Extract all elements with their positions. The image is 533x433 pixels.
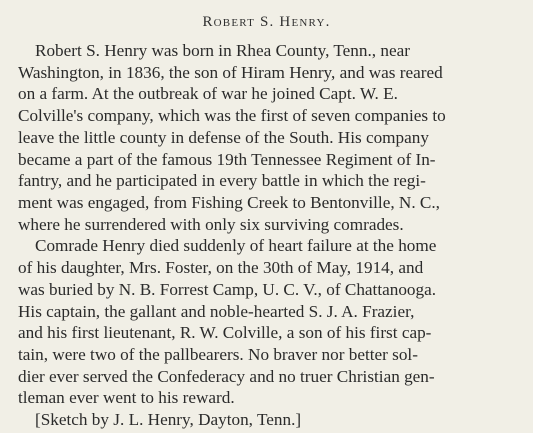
article-title: Robert S. Henry. — [202, 14, 331, 30]
body-line: leave the little county in defense of the South. His company — [18, 127, 429, 147]
body-line: ment was engaged, from Fishing Creek to Bentonville, N. C., — [18, 192, 440, 212]
body-line: dier ever served the Confederacy and no truer Christian gen- — [18, 366, 435, 386]
body-line: tleman ever went to his reward. — [18, 388, 235, 408]
body-line: fantry, and he participated in every battle in which the regi- — [18, 171, 426, 191]
body-line: tain, were two of the pallbearers. No braver nor better sol- — [18, 344, 418, 364]
sketch-credit: [Sketch by J. L. Henry, Dayton, Tenn.] — [35, 410, 302, 429]
body-line: His captain, the gallant and noble-hearted S. J. A. Frazier, — [18, 301, 415, 321]
body-line: Colville's company, which was the first of seven companies to — [18, 106, 446, 126]
body-line: where he surrendered with only six surviving comrades. — [18, 214, 404, 234]
body-line: Robert S. Henry was born in Rhea County, Tenn., near — [35, 41, 410, 60]
body-line: was buried by N. B. Forrest Camp, U. C. V., of Chattanooga. — [18, 279, 437, 299]
body-line: on a farm. At the outbreak of war he joined Capt. W. E. — [18, 84, 398, 104]
body-line: became a part of the famous 19th Tennessee Regiment of In- — [18, 149, 436, 169]
body-line: of his daughter, Mrs. Foster, on the 30th of May, 1914, and — [18, 258, 424, 278]
body-line: Washington, in 1836, the son of Hiram Henry, and was reared — [18, 62, 443, 82]
body-line: and his first lieutenant, R. W. Colville, a son of his first cap- — [18, 323, 432, 343]
body-line: Comrade Henry died suddenly of heart failure at the home — [35, 236, 437, 256]
